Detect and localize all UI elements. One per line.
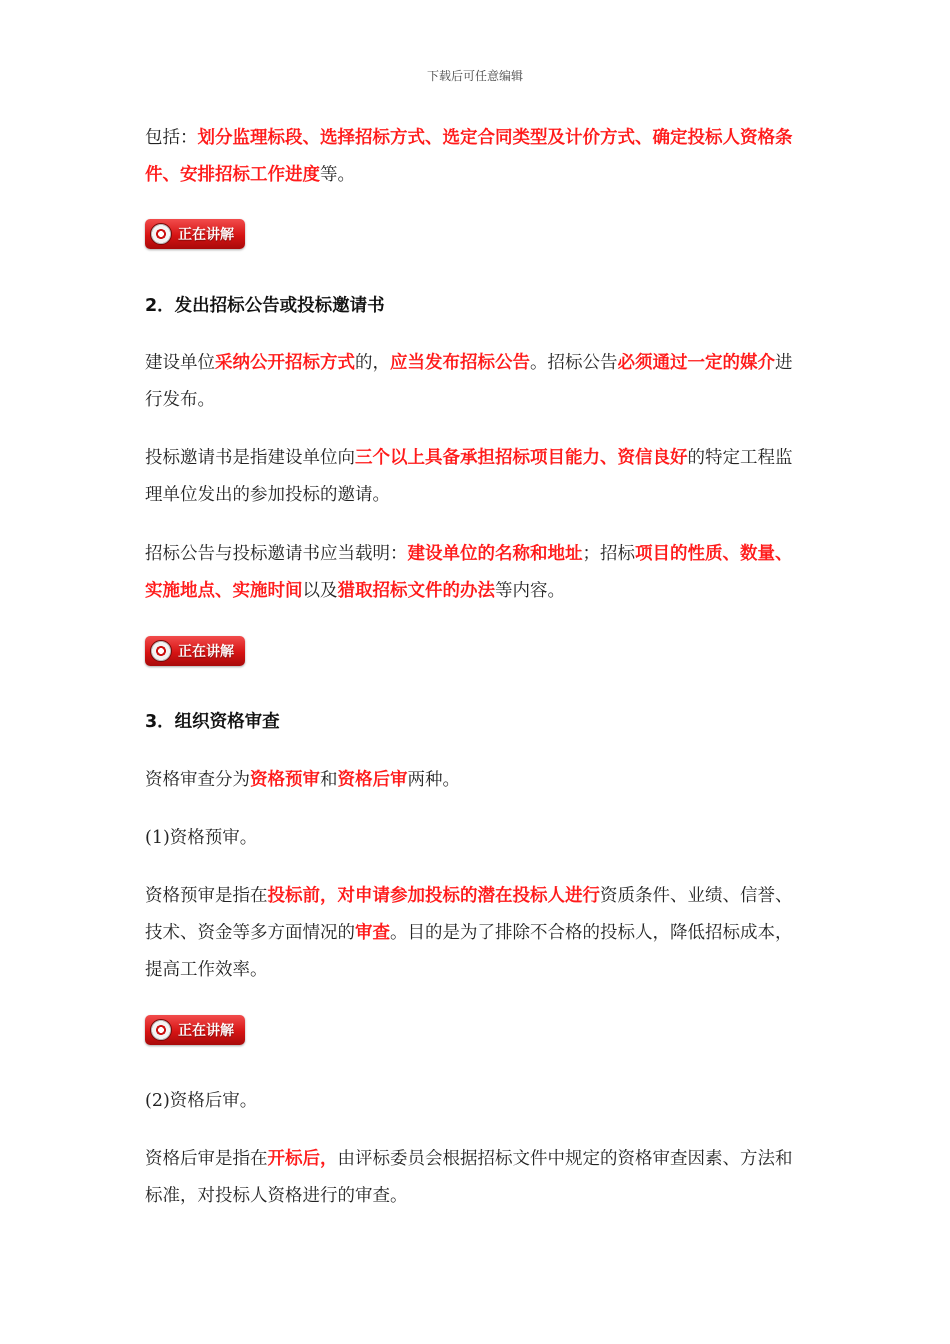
highlight-text: 必须通过一定的媒介 bbox=[617, 353, 775, 373]
paragraph-prequalification bbox=[145, 878, 800, 989]
text: 等内容。 bbox=[495, 581, 565, 601]
highlight-text: 资格后审 bbox=[337, 770, 408, 790]
disc-icon bbox=[150, 1019, 172, 1041]
text: 资格后审是指在 bbox=[145, 1149, 268, 1169]
highlight-text: 建设单位的名称和地址 bbox=[407, 544, 583, 564]
highlight-text: 开标后， bbox=[267, 1149, 338, 1169]
badge-label: 正在讲解 bbox=[178, 644, 234, 660]
text: 由评标委员会根据招标文件中规定的资格审查因素、方法和标准，对投标人资格进行的审查。 bbox=[145, 1149, 793, 1206]
subheading-post-qualification: (2)资格后审。 bbox=[145, 1091, 258, 1111]
text: 以及 bbox=[302, 581, 338, 601]
disc-icon bbox=[150, 223, 172, 245]
paragraph-invitation bbox=[145, 440, 800, 514]
text: 资格审查分为 bbox=[145, 770, 250, 790]
paragraph-announcement bbox=[145, 345, 800, 419]
text: 和 bbox=[320, 770, 338, 790]
now-explaining-button[interactable] bbox=[145, 1015, 245, 1045]
highlight-text: 三个以上具备承担招标项目能力、资信良好 bbox=[355, 448, 688, 468]
text: 等。 bbox=[320, 165, 355, 185]
text: 包括： bbox=[145, 128, 198, 148]
text: 建设单位 bbox=[145, 353, 215, 373]
page-header-note: 下载后可任意编辑 bbox=[426, 69, 523, 83]
paragraph-review-types bbox=[145, 762, 800, 799]
highlight-text: 资格预审 bbox=[250, 770, 320, 790]
badge-label: 正在讲解 bbox=[178, 227, 234, 243]
text: 资质条件、业绩、信誉、技术、资金等多方面情况的 bbox=[145, 886, 793, 943]
section-heading-3: 3．组织资格审查 bbox=[145, 712, 280, 732]
now-explaining-button[interactable] bbox=[145, 219, 245, 249]
subheading-prequalification: (1)资格预审。 bbox=[145, 828, 258, 848]
disc-icon bbox=[150, 640, 172, 662]
text: 进行发布。 bbox=[145, 353, 793, 410]
text: 招标公告与投标邀请书应当载明： bbox=[145, 544, 408, 564]
highlight-text: 猎取招标文件的办法 bbox=[337, 581, 495, 601]
text: 的特定工程监理单位发出的参加投标的邀请。 bbox=[145, 448, 793, 505]
text: ；招标 bbox=[582, 544, 635, 564]
highlight-text: 投标前，对申请参加投标的潜在投标人进行 bbox=[267, 886, 600, 906]
highlight-text: 项目的性质、数量、实施地点、实施时间 bbox=[145, 544, 793, 601]
paragraph-contents bbox=[145, 536, 800, 610]
text: 。招标公告 bbox=[530, 353, 618, 373]
highlight-text: 划分监理标段、选择招标方式、选定合同类型及计价方式、确定投标人资格条件、安排招标工作进度 bbox=[145, 128, 793, 185]
text: 。目的是为了排除不合格的投标人，降低招标成本，提高工作效率。 bbox=[145, 923, 793, 980]
text: 资格预审是指在 bbox=[145, 886, 268, 906]
highlight-text: 采纳公开招标方式 bbox=[215, 353, 355, 373]
text: 两种。 bbox=[407, 770, 460, 790]
badge-label: 正在讲解 bbox=[178, 1023, 234, 1039]
highlight-text: 应当发布招标公告 bbox=[390, 353, 530, 373]
highlight-text: 审查 bbox=[355, 923, 390, 943]
text: 的， bbox=[355, 353, 390, 373]
now-explaining-button[interactable] bbox=[145, 636, 245, 666]
paragraph-scope bbox=[145, 120, 800, 194]
paragraph-post-qualification bbox=[145, 1141, 800, 1215]
text: 投标邀请书是指建设单位向 bbox=[145, 448, 355, 468]
section-heading-2: 2．发出招标公告或投标邀请书 bbox=[145, 296, 385, 316]
